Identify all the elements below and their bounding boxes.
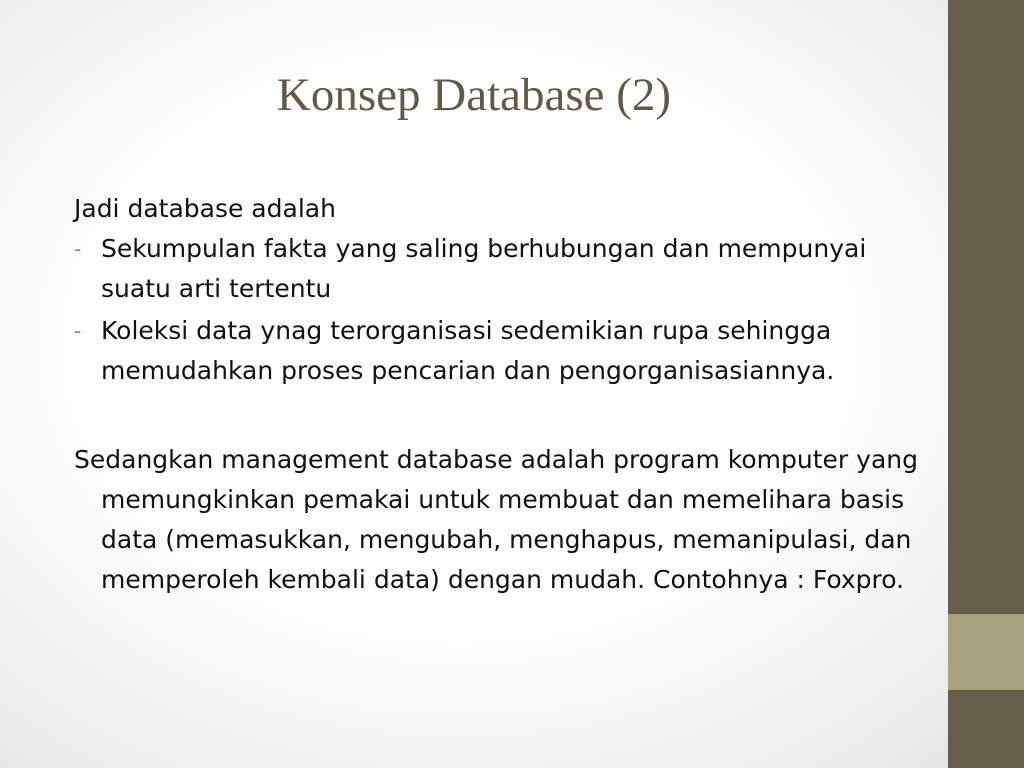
dash-bullet-icon: -: [74, 319, 82, 343]
sidebar-accent-block: [948, 614, 1024, 690]
intro-text: Jadi database adalah: [74, 194, 336, 223]
bullet-text: Koleksi data ynag terorganisasi sedemikian rupa sehingga memudahkan proses pencarian dan pengorganisasiannya.: [101, 316, 835, 385]
spacer: [74, 393, 924, 440]
bullet-item: [74, 311, 924, 391]
dash-bullet-icon: -: [74, 237, 82, 261]
dbms-paragraph: Sedangkan management database adalah program komputer yang memungkinkan pemakai untuk membuat dan memelihara basis data (memasukkan, mengubah, menghapus, memanipulasi, dan memperoleh kembali data) dengan mudah. Contohnya : Foxpro.: [74, 445, 918, 594]
bullet-item: [74, 229, 924, 309]
slide-title: Konsep Database (2): [276, 69, 672, 121]
slide-body: [74, 189, 924, 600]
decorative-sidebar: [948, 0, 1024, 768]
bullet-text: Sekumpulan fakta yang saling berhubungan dan mempunyai suatu arti tertentu: [101, 234, 867, 303]
